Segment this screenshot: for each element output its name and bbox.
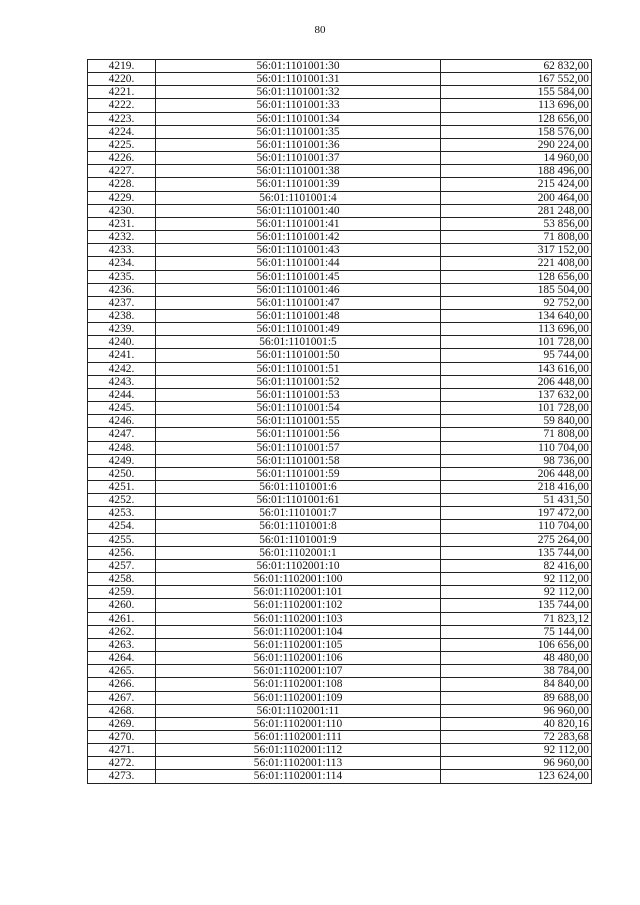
value-cell: 110 704,00 xyxy=(441,441,592,454)
value-cell: 317 152,00 xyxy=(441,244,592,257)
row-number-cell: 4230. xyxy=(88,204,156,217)
cadastral-number-cell: 56:01:1102001:103 xyxy=(156,612,441,625)
table-row xyxy=(88,691,592,704)
value-cell: 71 808,00 xyxy=(441,231,592,244)
table-row xyxy=(88,428,592,441)
table-row xyxy=(88,638,592,651)
row-number-cell: 4254. xyxy=(88,520,156,533)
row-number-cell: 4249. xyxy=(88,454,156,467)
table-row xyxy=(88,86,592,99)
cadastral-number-cell: 56:01:1101001:5 xyxy=(156,336,441,349)
cadastral-number-cell: 56:01:1102001:1 xyxy=(156,546,441,559)
value-cell: 82 416,00 xyxy=(441,559,592,572)
cadastral-number-cell: 56:01:1101001:53 xyxy=(156,388,441,401)
value-cell: 101 728,00 xyxy=(441,336,592,349)
cadastral-number-cell: 56:01:1101001:38 xyxy=(156,165,441,178)
row-number-cell: 4248. xyxy=(88,441,156,454)
value-cell: 89 688,00 xyxy=(441,691,592,704)
row-number-cell: 4240. xyxy=(88,336,156,349)
cadastral-number-cell: 56:01:1102001:113 xyxy=(156,757,441,770)
table-row xyxy=(88,99,592,112)
row-number-cell: 4247. xyxy=(88,428,156,441)
table-row xyxy=(88,573,592,586)
cadastral-number-cell: 56:01:1102001:109 xyxy=(156,691,441,704)
table-row xyxy=(88,494,592,507)
row-number-cell: 4246. xyxy=(88,415,156,428)
table-row xyxy=(88,323,592,336)
row-number-cell: 4269. xyxy=(88,717,156,730)
table-row xyxy=(88,586,592,599)
cadastral-number-cell: 56:01:1101001:36 xyxy=(156,138,441,151)
row-number-cell: 4253. xyxy=(88,507,156,520)
value-cell: 128 656,00 xyxy=(441,112,592,125)
value-cell: 96 960,00 xyxy=(441,704,592,717)
cadastral-number-cell: 56:01:1101001:31 xyxy=(156,73,441,86)
cadastral-number-cell: 56:01:1101001:58 xyxy=(156,454,441,467)
table-row xyxy=(88,270,592,283)
row-number-cell: 4228. xyxy=(88,178,156,191)
row-number-cell: 4223. xyxy=(88,112,156,125)
value-cell: 84 840,00 xyxy=(441,678,592,691)
value-cell: 48 480,00 xyxy=(441,652,592,665)
cadastral-number-cell: 56:01:1102001:108 xyxy=(156,678,441,691)
value-cell: 14 960,00 xyxy=(441,152,592,165)
row-number-cell: 4267. xyxy=(88,691,156,704)
table-row xyxy=(88,612,592,625)
value-cell: 281 248,00 xyxy=(441,204,592,217)
cadastral-number-cell: 56:01:1101001:61 xyxy=(156,494,441,507)
row-number-cell: 4237. xyxy=(88,296,156,309)
value-cell: 135 744,00 xyxy=(441,599,592,612)
value-cell: 51 431,50 xyxy=(441,494,592,507)
value-cell: 96 960,00 xyxy=(441,757,592,770)
cadastral-number-cell: 56:01:1101001:39 xyxy=(156,178,441,191)
table-row xyxy=(88,165,592,178)
row-number-cell: 4233. xyxy=(88,244,156,257)
table-row xyxy=(88,599,592,612)
row-number-cell: 4244. xyxy=(88,388,156,401)
row-number-cell: 4251. xyxy=(88,481,156,494)
table-row xyxy=(88,481,592,494)
table-row xyxy=(88,125,592,138)
row-number-cell: 4222. xyxy=(88,99,156,112)
row-number-cell: 4257. xyxy=(88,559,156,572)
value-cell: 110 704,00 xyxy=(441,520,592,533)
value-cell: 92 752,00 xyxy=(441,296,592,309)
table-row xyxy=(88,652,592,665)
table-row xyxy=(88,231,592,244)
row-number-cell: 4255. xyxy=(88,533,156,546)
cadastral-number-cell: 56:01:1101001:30 xyxy=(156,60,441,73)
cadastral-number-cell: 56:01:1101001:41 xyxy=(156,217,441,230)
row-number-cell: 4238. xyxy=(88,309,156,322)
table-row xyxy=(88,507,592,520)
value-cell: 95 744,00 xyxy=(441,349,592,362)
table-row xyxy=(88,283,592,296)
table-body xyxy=(88,60,592,784)
cadastral-number-cell: 56:01:1101001:4 xyxy=(156,191,441,204)
cadastral-number-cell: 56:01:1101001:7 xyxy=(156,507,441,520)
cadastral-number-cell: 56:01:1101001:54 xyxy=(156,402,441,415)
table-row xyxy=(88,152,592,165)
table-row xyxy=(88,757,592,770)
cadastral-number-cell: 56:01:1102001:102 xyxy=(156,599,441,612)
value-cell: 106 656,00 xyxy=(441,638,592,651)
cadastral-number-cell: 56:01:1101001:44 xyxy=(156,257,441,270)
row-number-cell: 4268. xyxy=(88,704,156,717)
table-row xyxy=(88,441,592,454)
row-number-cell: 4221. xyxy=(88,86,156,99)
row-number-cell: 4262. xyxy=(88,625,156,638)
cadastral-number-cell: 56:01:1101001:47 xyxy=(156,296,441,309)
value-cell: 188 496,00 xyxy=(441,165,592,178)
value-cell: 215 424,00 xyxy=(441,178,592,191)
table-row xyxy=(88,454,592,467)
value-cell: 98 736,00 xyxy=(441,454,592,467)
table-row xyxy=(88,349,592,362)
row-number-cell: 4241. xyxy=(88,349,156,362)
table-row xyxy=(88,533,592,546)
cadastral-number-cell: 56:01:1101001:59 xyxy=(156,467,441,480)
row-number-cell: 4264. xyxy=(88,652,156,665)
value-cell: 92 112,00 xyxy=(441,744,592,757)
cadastral-number-cell: 56:01:1102001:114 xyxy=(156,770,441,783)
cadastral-number-cell: 56:01:1101001:49 xyxy=(156,323,441,336)
row-number-cell: 4243. xyxy=(88,375,156,388)
table-row xyxy=(88,191,592,204)
value-cell: 92 112,00 xyxy=(441,573,592,586)
cadastral-number-cell: 56:01:1101001:35 xyxy=(156,125,441,138)
table-row xyxy=(88,415,592,428)
value-cell: 92 112,00 xyxy=(441,586,592,599)
table-row xyxy=(88,178,592,191)
value-cell: 101 728,00 xyxy=(441,402,592,415)
row-number-cell: 4250. xyxy=(88,467,156,480)
value-cell: 53 856,00 xyxy=(441,217,592,230)
row-number-cell: 4229. xyxy=(88,191,156,204)
page-number: 80 xyxy=(314,24,326,36)
cadastral-number-cell: 56:01:1102001:100 xyxy=(156,573,441,586)
cadastral-number-cell: 56:01:1101001:56 xyxy=(156,428,441,441)
table-row xyxy=(88,717,592,730)
row-number-cell: 4258. xyxy=(88,573,156,586)
cadastral-number-cell: 56:01:1102001:105 xyxy=(156,638,441,651)
table-row xyxy=(88,60,592,73)
row-number-cell: 4239. xyxy=(88,323,156,336)
row-number-cell: 4235. xyxy=(88,270,156,283)
cadastral-number-cell: 56:01:1101001:6 xyxy=(156,481,441,494)
table-row xyxy=(88,217,592,230)
value-cell: 155 584,00 xyxy=(441,86,592,99)
cadastral-number-cell: 56:01:1101001:33 xyxy=(156,99,441,112)
value-cell: 71 808,00 xyxy=(441,428,592,441)
cadastral-number-cell: 56:01:1102001:101 xyxy=(156,586,441,599)
value-cell: 75 144,00 xyxy=(441,625,592,638)
table-row xyxy=(88,375,592,388)
cadastral-number-cell: 56:01:1101001:50 xyxy=(156,349,441,362)
row-number-cell: 4226. xyxy=(88,152,156,165)
cadastral-number-cell: 56:01:1102001:107 xyxy=(156,665,441,678)
row-number-cell: 4272. xyxy=(88,757,156,770)
cadastral-number-cell: 56:01:1101001:45 xyxy=(156,270,441,283)
value-cell: 62 832,00 xyxy=(441,60,592,73)
value-cell: 167 552,00 xyxy=(441,73,592,86)
row-number-cell: 4273. xyxy=(88,770,156,783)
row-number-cell: 4242. xyxy=(88,362,156,375)
value-cell: 197 472,00 xyxy=(441,507,592,520)
table-row xyxy=(88,665,592,678)
value-cell: 206 448,00 xyxy=(441,375,592,388)
value-cell: 185 504,00 xyxy=(441,283,592,296)
row-number-cell: 4270. xyxy=(88,730,156,743)
row-number-cell: 4259. xyxy=(88,586,156,599)
value-cell: 40 820,16 xyxy=(441,717,592,730)
row-number-cell: 4252. xyxy=(88,494,156,507)
value-cell: 128 656,00 xyxy=(441,270,592,283)
value-cell: 221 408,00 xyxy=(441,257,592,270)
value-cell: 113 696,00 xyxy=(441,99,592,112)
row-number-cell: 4227. xyxy=(88,165,156,178)
value-cell: 158 576,00 xyxy=(441,125,592,138)
row-number-cell: 4234. xyxy=(88,257,156,270)
row-number-cell: 4260. xyxy=(88,599,156,612)
cadastral-number-cell: 56:01:1101001:57 xyxy=(156,441,441,454)
cadastral-number-cell: 56:01:1101001:55 xyxy=(156,415,441,428)
cadastral-number-cell: 56:01:1101001:43 xyxy=(156,244,441,257)
table-row xyxy=(88,112,592,125)
row-number-cell: 4245. xyxy=(88,402,156,415)
cadastral-number-cell: 56:01:1102001:111 xyxy=(156,730,441,743)
value-cell: 38 784,00 xyxy=(441,665,592,678)
row-number-cell: 4224. xyxy=(88,125,156,138)
cadastral-number-cell: 56:01:1101001:42 xyxy=(156,231,441,244)
table-row xyxy=(88,309,592,322)
table-row xyxy=(88,559,592,572)
cadastral-table xyxy=(87,59,592,784)
table-row xyxy=(88,244,592,257)
value-cell: 59 840,00 xyxy=(441,415,592,428)
table-row xyxy=(88,730,592,743)
cadastral-number-cell: 56:01:1102001:110 xyxy=(156,717,441,730)
cadastral-number-cell: 56:01:1101001:8 xyxy=(156,520,441,533)
row-number-cell: 4225. xyxy=(88,138,156,151)
table-row xyxy=(88,770,592,783)
value-cell: 135 744,00 xyxy=(441,546,592,559)
row-number-cell: 4232. xyxy=(88,231,156,244)
table-row xyxy=(88,625,592,638)
table-row xyxy=(88,73,592,86)
value-cell: 113 696,00 xyxy=(441,323,592,336)
value-cell: 134 640,00 xyxy=(441,309,592,322)
table-row xyxy=(88,388,592,401)
table-row xyxy=(88,704,592,717)
cadastral-number-cell: 56:01:1101001:51 xyxy=(156,362,441,375)
cadastral-number-cell: 56:01:1101001:40 xyxy=(156,204,441,217)
row-number-cell: 4220. xyxy=(88,73,156,86)
row-number-cell: 4266. xyxy=(88,678,156,691)
table-row xyxy=(88,546,592,559)
value-cell: 275 264,00 xyxy=(441,533,592,546)
cadastral-number-cell: 56:01:1101001:46 xyxy=(156,283,441,296)
table-row xyxy=(88,402,592,415)
table-row xyxy=(88,520,592,533)
cadastral-number-cell: 56:01:1102001:106 xyxy=(156,652,441,665)
table-row xyxy=(88,296,592,309)
value-cell: 137 632,00 xyxy=(441,388,592,401)
table-row xyxy=(88,257,592,270)
cadastral-number-cell: 56:01:1101001:34 xyxy=(156,112,441,125)
table-row xyxy=(88,138,592,151)
value-cell: 71 823,12 xyxy=(441,612,592,625)
value-cell: 290 224,00 xyxy=(441,138,592,151)
row-number-cell: 4263. xyxy=(88,638,156,651)
cadastral-number-cell: 56:01:1101001:9 xyxy=(156,533,441,546)
value-cell: 72 283,68 xyxy=(441,730,592,743)
cadastral-number-cell: 56:01:1101001:32 xyxy=(156,86,441,99)
cadastral-number-cell: 56:01:1101001:48 xyxy=(156,309,441,322)
table-row xyxy=(88,362,592,375)
cadastral-number-cell: 56:01:1102001:10 xyxy=(156,559,441,572)
table-row xyxy=(88,467,592,480)
cadastral-number-cell: 56:01:1102001:11 xyxy=(156,704,441,717)
cadastral-number-cell: 56:01:1101001:52 xyxy=(156,375,441,388)
value-cell: 123 624,00 xyxy=(441,770,592,783)
row-number-cell: 4231. xyxy=(88,217,156,230)
table-row xyxy=(88,744,592,757)
row-number-cell: 4236. xyxy=(88,283,156,296)
row-number-cell: 4219. xyxy=(88,60,156,73)
cadastral-number-cell: 56:01:1102001:112 xyxy=(156,744,441,757)
value-cell: 143 616,00 xyxy=(441,362,592,375)
cadastral-number-cell: 56:01:1101001:37 xyxy=(156,152,441,165)
table-row xyxy=(88,336,592,349)
value-cell: 206 448,00 xyxy=(441,467,592,480)
table-row xyxy=(88,204,592,217)
value-cell: 200 464,00 xyxy=(441,191,592,204)
cadastral-number-cell: 56:01:1102001:104 xyxy=(156,625,441,638)
value-cell: 218 416,00 xyxy=(441,481,592,494)
row-number-cell: 4271. xyxy=(88,744,156,757)
row-number-cell: 4261. xyxy=(88,612,156,625)
table-row xyxy=(88,678,592,691)
row-number-cell: 4265. xyxy=(88,665,156,678)
row-number-cell: 4256. xyxy=(88,546,156,559)
